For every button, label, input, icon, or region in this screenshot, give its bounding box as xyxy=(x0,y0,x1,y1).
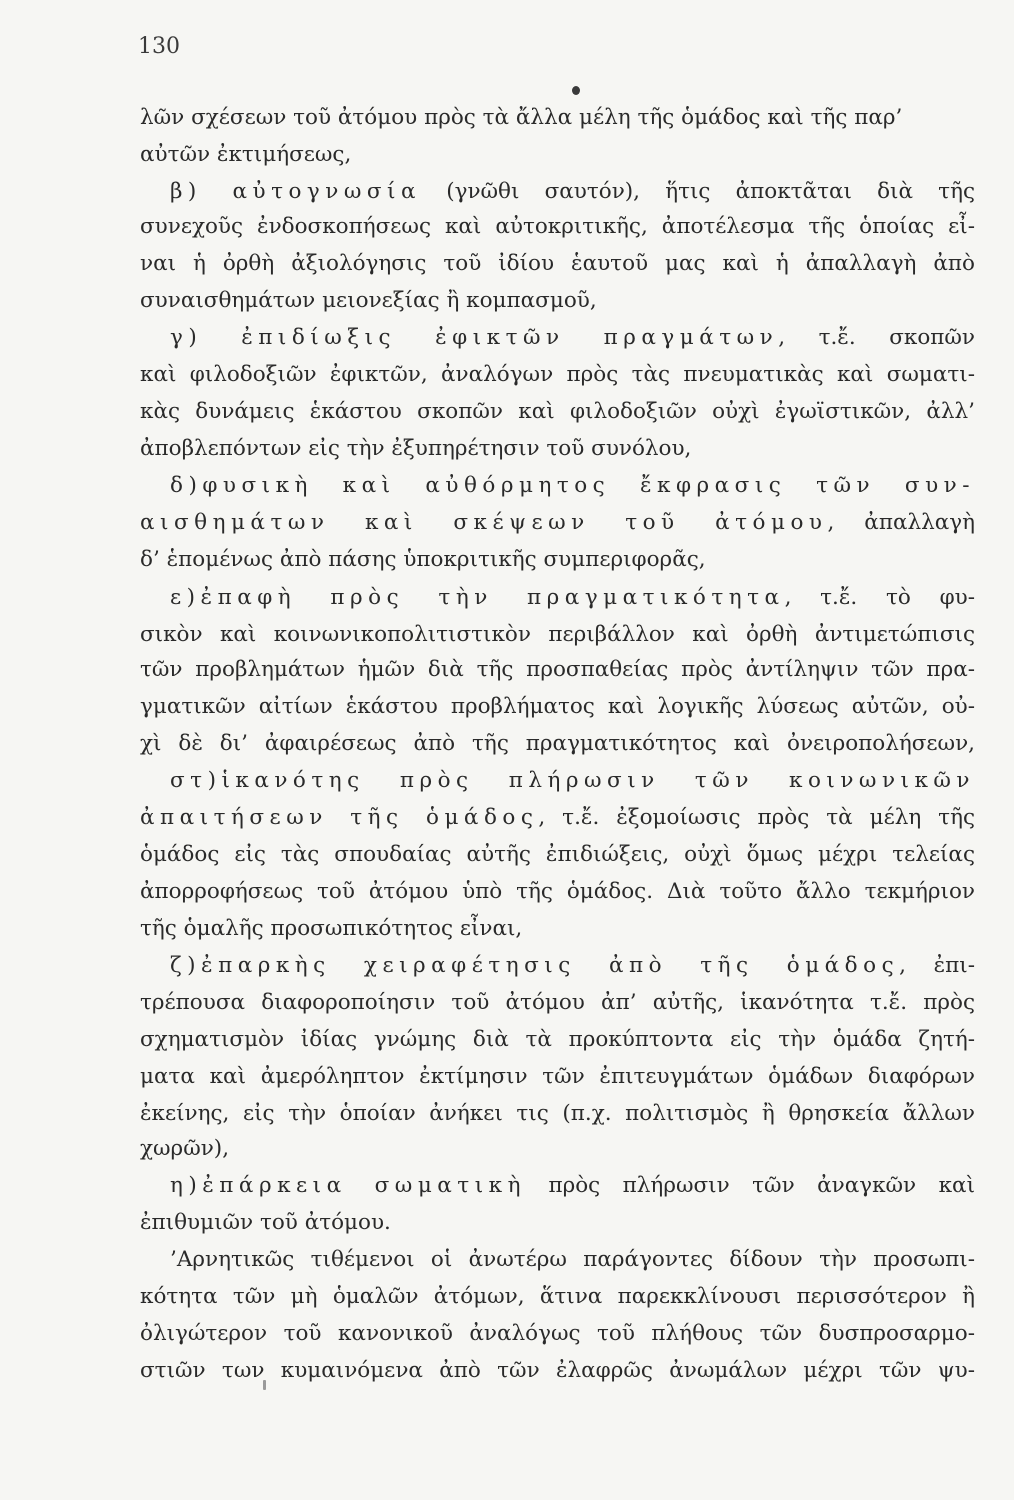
print-dot-mark xyxy=(572,86,580,95)
page-number: 130 xyxy=(138,34,180,59)
